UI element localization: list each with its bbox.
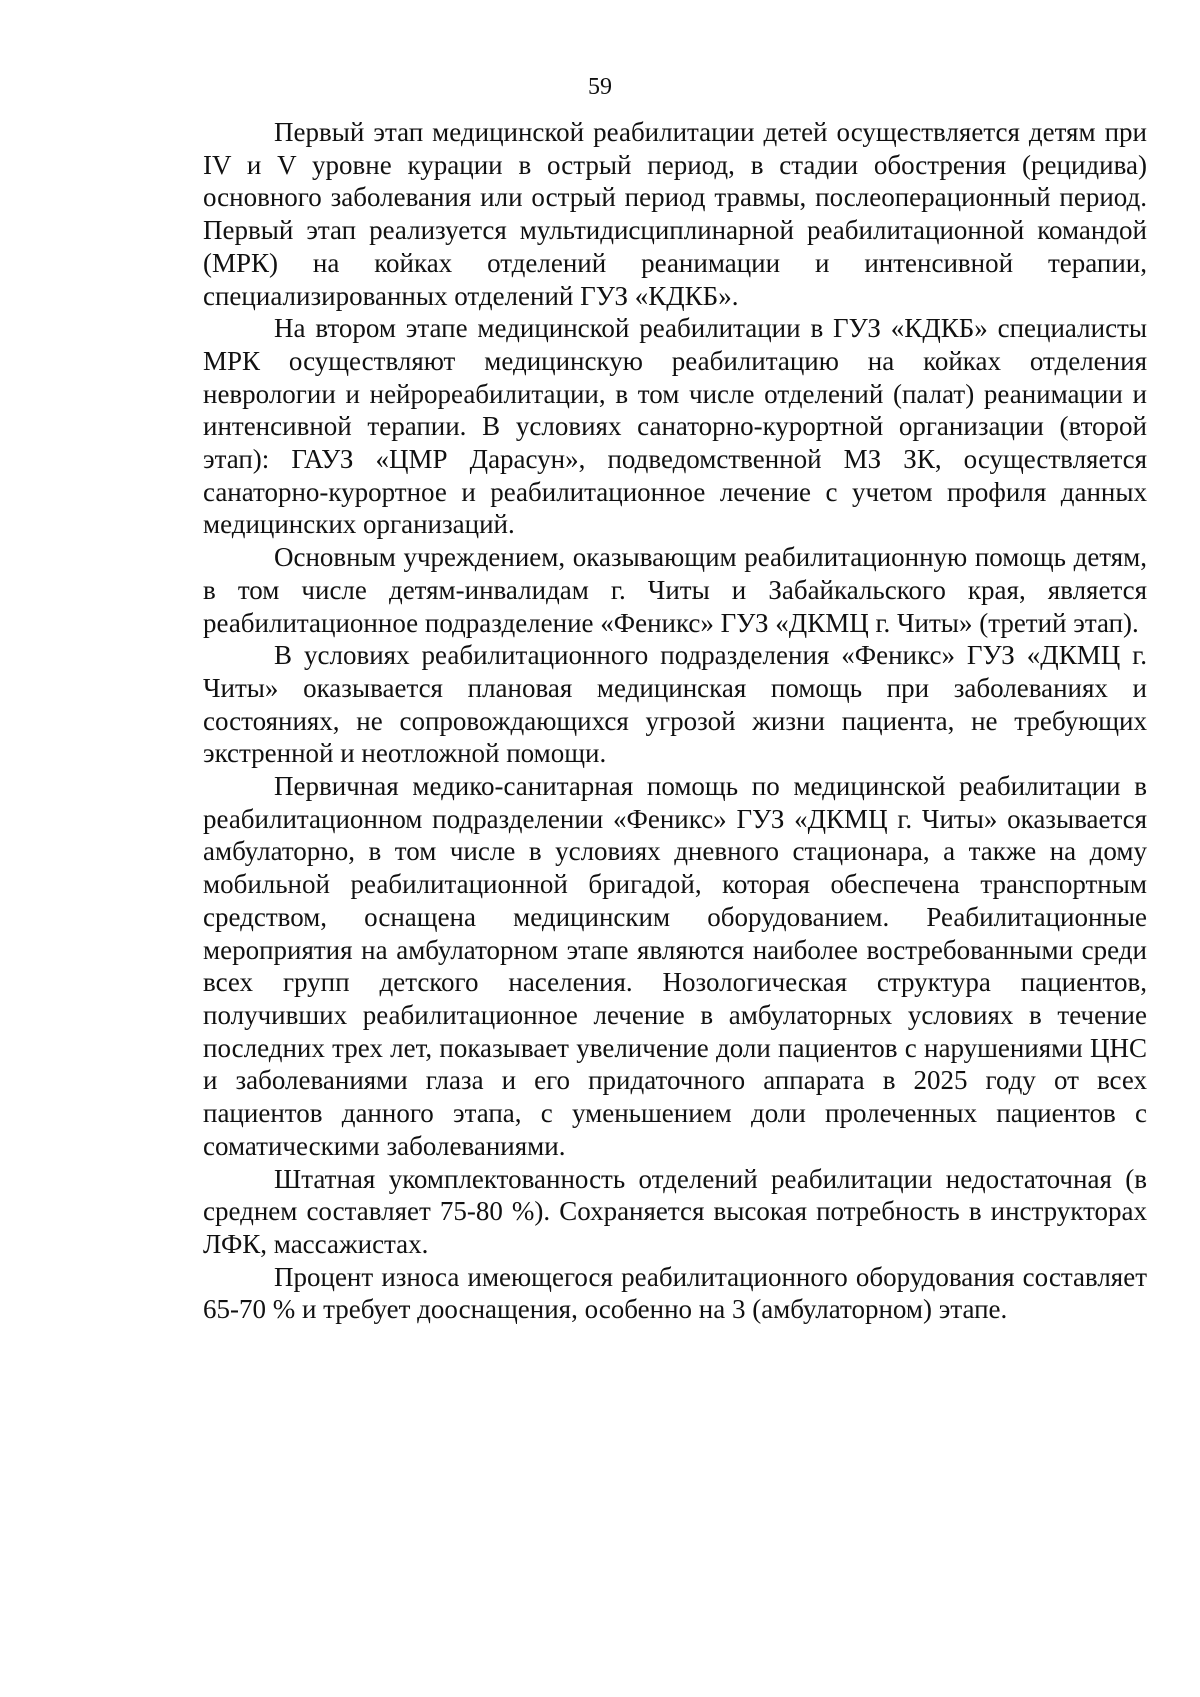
paragraph-equipment: Процент износа имеющегося реабилитационного оборудования составляет 65-70 % и требует дооснащения, особенно на 3 (амбулаторном) этапе.: [203, 1261, 1147, 1325]
paragraph-third-stage: Основным учреждением, оказывающим реабилитационную помощь детям, в том числе детям-инвалидам г. Читы и Забайкальского края, является реабилитационное подразделение «Феникс» ГУЗ «ДКМЦ г. Читы» (третий этап).: [203, 542, 1147, 638]
paragraph-first-stage: Первый этап медицинской реабилитации детей осуществляется детям при IV и V уровне курации в острый период, в стадии обострения (рецидива) основного заболевания или острый период травмы, послеоперационный период. Первый этап реализуется мультидисциплинарной реабилитационной командой (МРК) на койках отделений реанимации и интенсивной терапии, специализированных отделений ГУЗ «КДКБ».: [203, 117, 1147, 311]
paragraph-second-stage: На втором этапе медицинской реабилитации в ГУЗ «КДКБ» специалисты МРК осуществляют медицинскую реабилитацию на койках отделения неврологии и нейрореабилитации, в том числе отделений (палат) реанимации и интенсивной терапии. В условиях санаторно-курортной организации (второй этап): ГАУЗ «ЦМР Дарасун», подведомственной МЗ ЗК, осуществляется санаторно-курортное и реабилитационное лечение с учетом профиля данных медицинских организаций.: [203, 313, 1147, 540]
paragraph-staffing: Штатная укомплектованность отделений реабилитации недостаточная (в среднем составляет 75-80 %). Сохраняется высокая потребность в инструкторах ЛФК, массажистах.: [203, 1163, 1147, 1259]
paragraph-planned-care: В условиях реабилитационного подразделения «Феникс» ГУЗ «ДКМЦ г. Читы» оказывается плановая медицинская помощь при заболеваниях и состояниях, не сопровождающихся угрозой жизни пациента, не требующих экстренной и неотложной помощи.: [203, 640, 1147, 769]
page-number: 59: [588, 74, 612, 100]
paragraph-primary-care: Первичная медико-санитарная помощь по медицинской реабилитации в реабилитационном подразделении «Феникс» ГУЗ «ДКМЦ г. Читы» оказывается амбулаторно, в том числе в условиях дневного стационара, а также на дому мобильной реабилитационной бригадой, которая обеспечена транспортным средством, оснащена медицинским оборудованием. Реабилитационные мероприятия на амбулаторном этапе являются наиболее востребованными среди всех групп детского населения. Нозологическая структура пациентов, получивших реабилитационное лечение в амбулаторных условиях в течение последних трех лет, показывает увеличение доли пациентов с нарушениями ЦНС и заболеваниями глаза и его придаточного аппарата в 2025 году от всех пациентов данного этапа, с уменьшением доли пролеченных пациентов с соматическими заболеваниями.: [203, 771, 1147, 1161]
document-body: [203, 116, 1147, 1326]
